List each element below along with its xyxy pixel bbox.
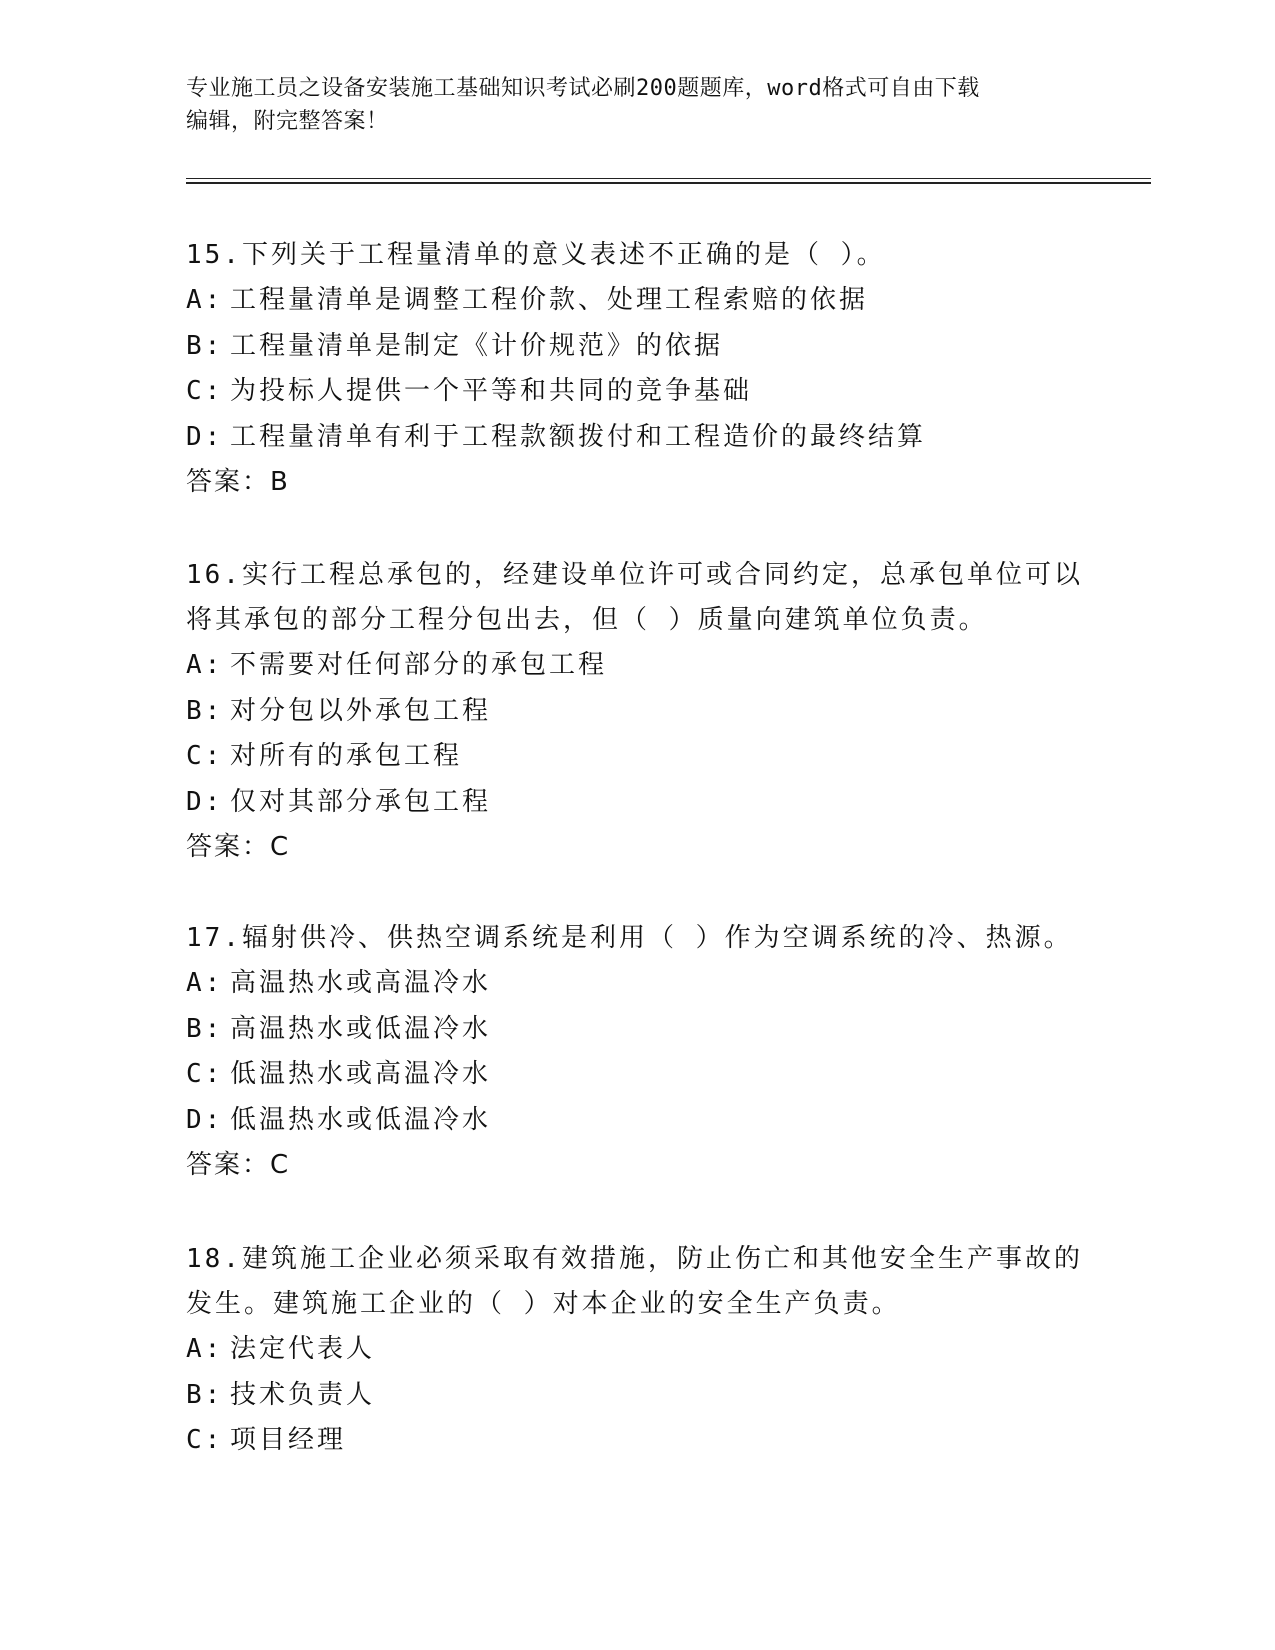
answer: 答案：B xyxy=(186,467,290,497)
answer: 答案：C xyxy=(186,1150,291,1180)
header-line-2: 编辑，附完整答案！ xyxy=(186,109,389,134)
question-16 xyxy=(186,553,1086,870)
option-key: A: xyxy=(186,650,224,680)
option-text: 低温热水或高温冷水 xyxy=(230,1059,492,1089)
option-b xyxy=(186,324,1086,370)
option-key: C: xyxy=(186,376,224,406)
option-d xyxy=(186,415,1086,461)
option-key: A: xyxy=(186,968,224,998)
question-17 xyxy=(186,916,1086,1188)
option-b xyxy=(186,1373,1086,1419)
option-text: 高温热水或高温冷水 xyxy=(230,968,492,998)
option-text: 不需要对任何部分的承包工程 xyxy=(230,650,608,680)
option-key: B: xyxy=(186,1379,224,1410)
option-text: 对分包以外承包工程 xyxy=(230,695,492,726)
option-key: A: xyxy=(186,285,224,315)
option-a xyxy=(186,961,1086,1007)
option-c xyxy=(186,1418,1086,1464)
option-b xyxy=(186,689,1086,735)
option-text: 高温热水或低温冷水 xyxy=(230,1013,492,1044)
option-text: 低温热水或低温冷水 xyxy=(230,1104,492,1135)
question-stem: 15.下列关于工程量清单的意义表述不正确的是（ ）。 xyxy=(186,240,886,270)
question-18 xyxy=(186,1237,1086,1464)
header-divider-thick xyxy=(186,182,1151,184)
option-text: 对所有的承包工程 xyxy=(230,741,463,771)
answer: 答案：C xyxy=(186,832,291,862)
option-d xyxy=(186,780,1086,826)
option-key: D: xyxy=(186,786,224,817)
option-text: 项目经理 xyxy=(230,1425,347,1455)
header-divider xyxy=(186,178,1151,179)
option-text: 工程量清单有利于工程款额拨付和工程造价的最终结算 xyxy=(230,421,927,452)
option-a xyxy=(186,643,1086,689)
question-stem: 18.建筑施工企业必须采取有效措施，防止伤亡和其他安全生产事故的发生。建筑施工企业的（ ）对本企业的安全生产负责。 xyxy=(186,1244,1083,1319)
option-key: D: xyxy=(186,1104,224,1135)
question-15 xyxy=(186,233,1086,505)
option-key: A: xyxy=(186,1334,224,1364)
option-text: 工程量清单是调整工程价款、处理工程索赔的依据 xyxy=(230,285,869,315)
option-text: 工程量清单是制定《计价规范》的依据 xyxy=(230,330,724,361)
option-key: C: xyxy=(186,741,224,771)
option-text: 法定代表人 xyxy=(230,1334,376,1364)
document-header xyxy=(186,72,1066,138)
question-stem: 16.实行工程总承包的，经建设单位许可或合同约定，总承包单位可以将其承包的部分工程分包出去，但（ ）质量向建筑单位负责。 xyxy=(186,560,1083,635)
option-d xyxy=(186,1098,1086,1144)
option-a xyxy=(186,278,1086,324)
option-c xyxy=(186,734,1086,780)
option-key: C: xyxy=(186,1425,224,1455)
option-text: 技术负责人 xyxy=(230,1379,376,1410)
option-text: 仅对其部分承包工程 xyxy=(230,786,492,817)
option-b xyxy=(186,1007,1086,1053)
option-a xyxy=(186,1327,1086,1373)
option-key: D: xyxy=(186,421,224,452)
option-key: C: xyxy=(186,1059,224,1089)
option-c xyxy=(186,1052,1086,1098)
option-key: B: xyxy=(186,695,224,726)
question-stem: 17.辐射供冷、供热空调系统是利用（ ）作为空调系统的冷、热源。 xyxy=(186,923,1073,953)
option-key: B: xyxy=(186,330,224,361)
header-line-1: 专业施工员之设备安装施工基础知识考试必刷200题题库，word格式可自由下载 xyxy=(186,76,980,101)
option-key: B: xyxy=(186,1013,224,1044)
option-text: 为投标人提供一个平等和共同的竞争基础 xyxy=(230,376,753,406)
option-c xyxy=(186,369,1086,415)
